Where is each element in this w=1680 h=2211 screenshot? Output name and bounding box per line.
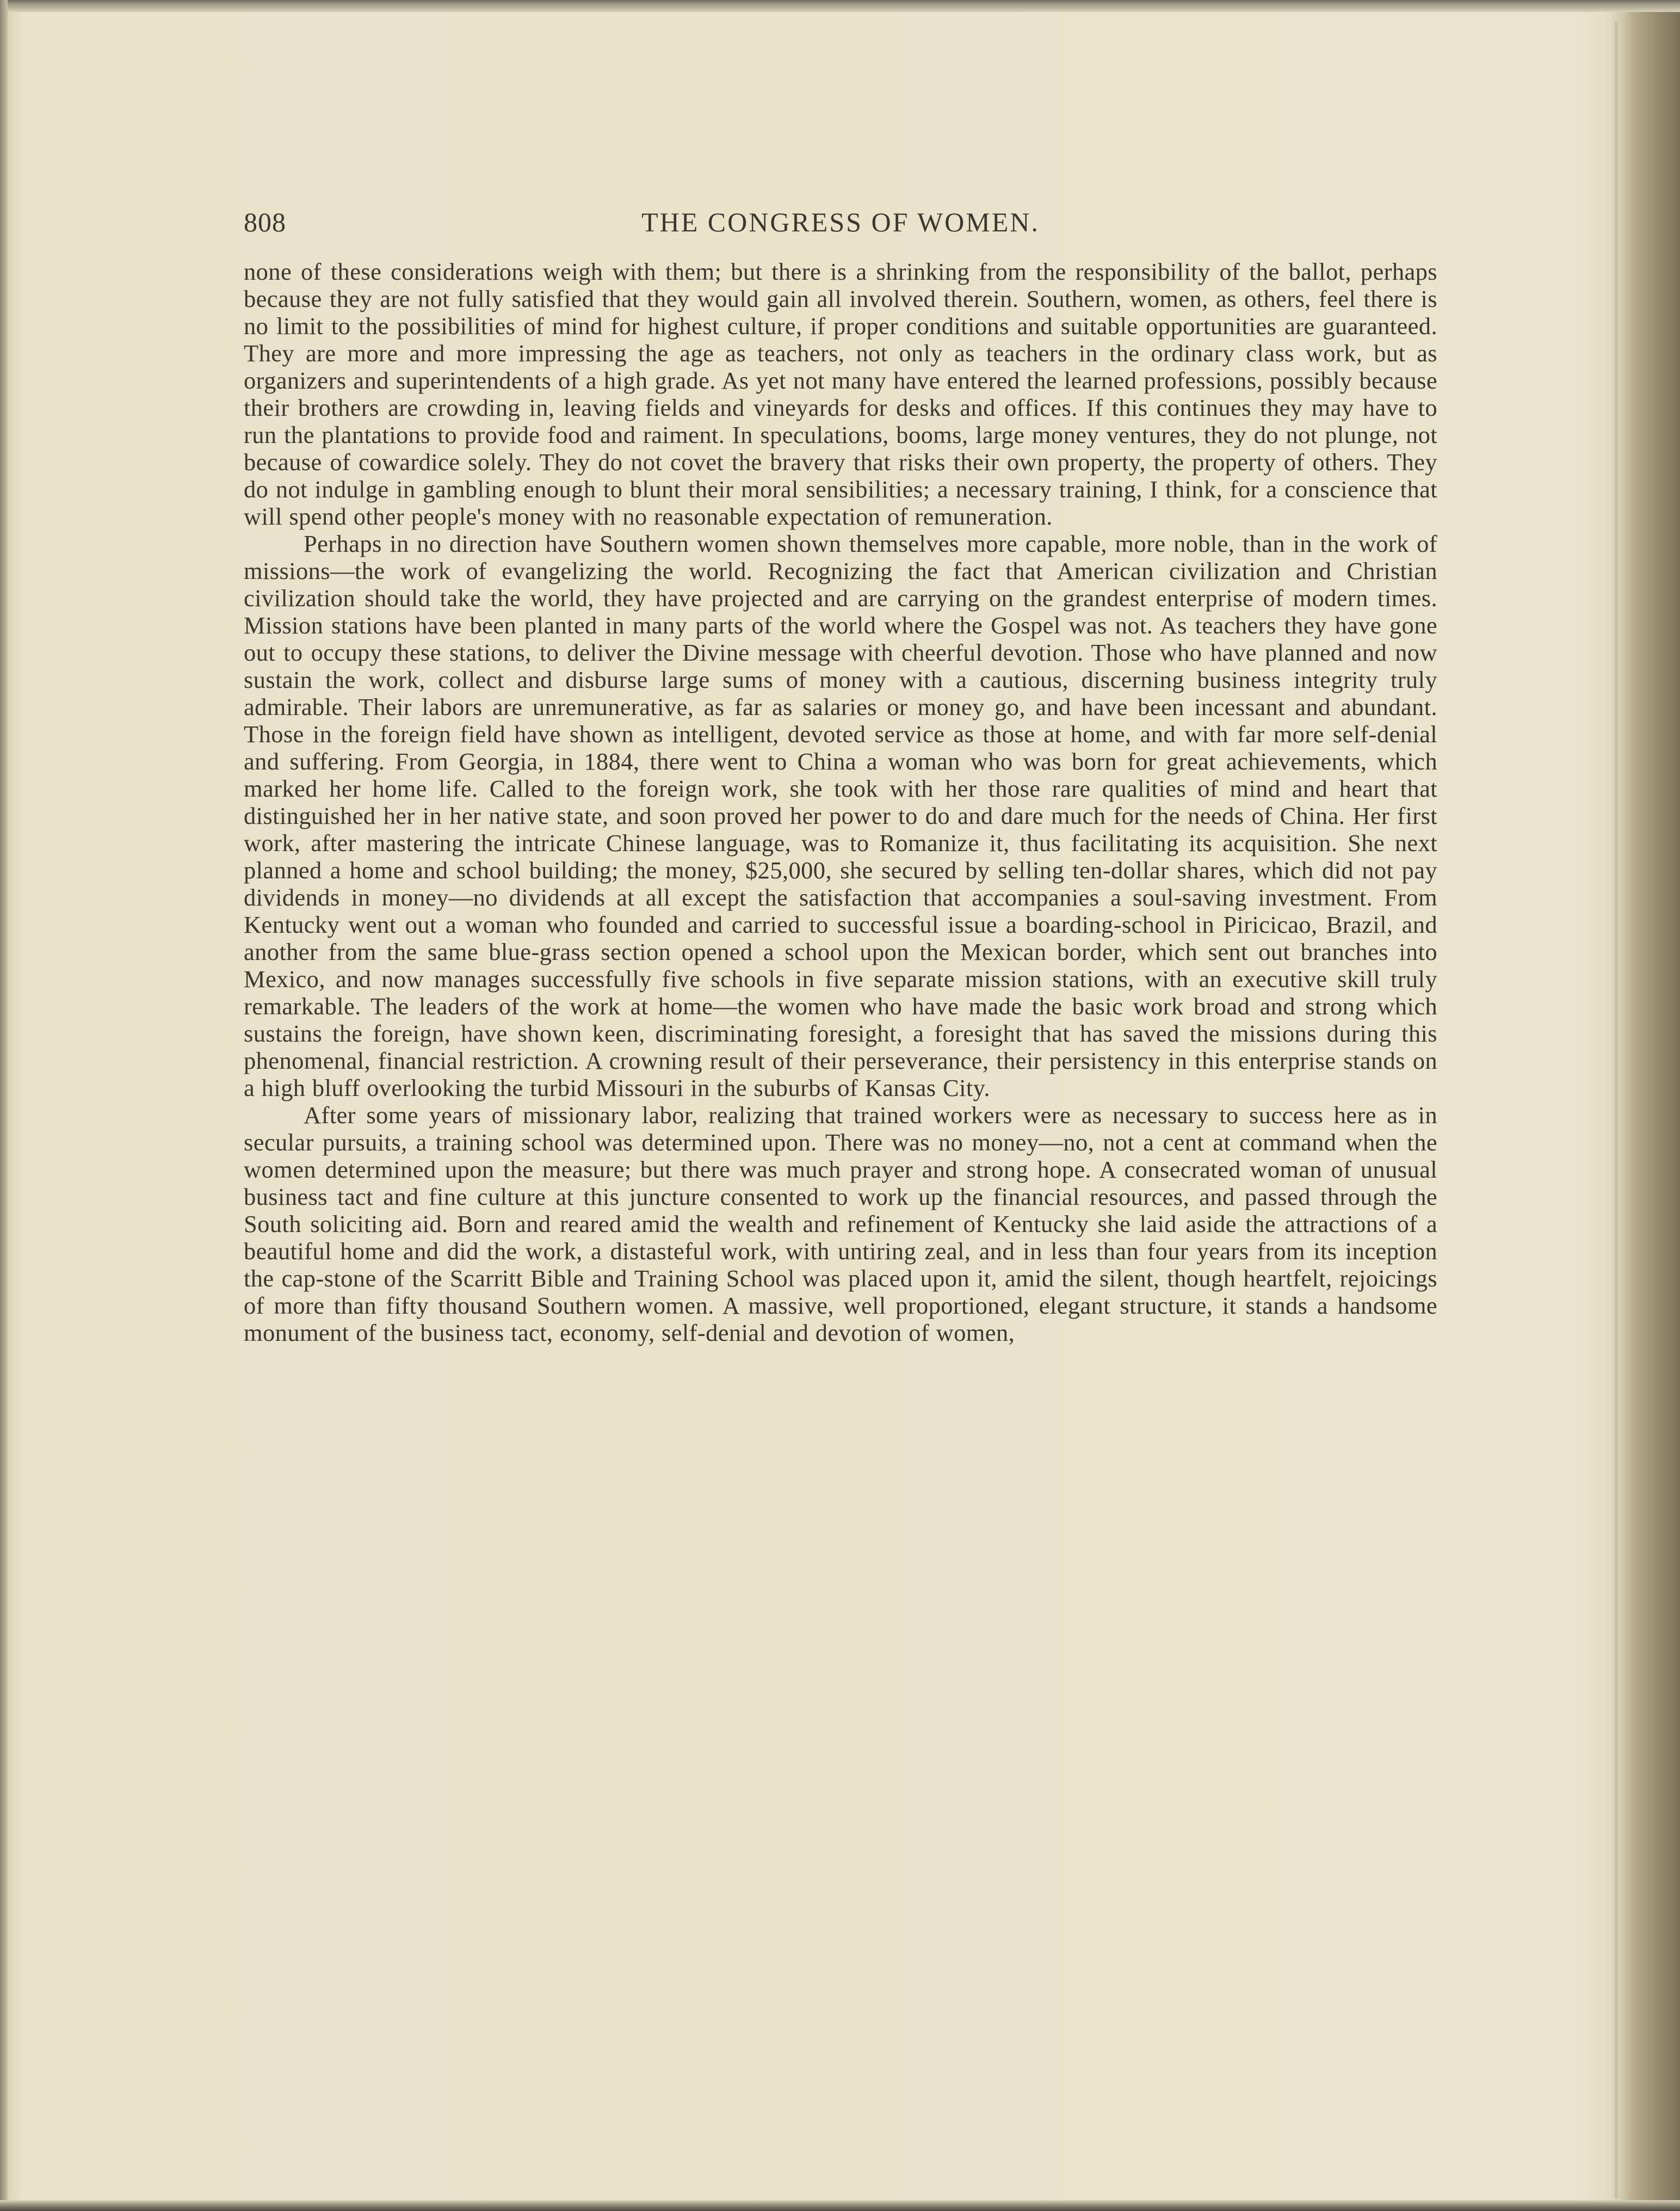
running-head	[244, 200, 1437, 244]
page-number: 808	[244, 207, 286, 237]
page-bottom-edge	[0, 2200, 1680, 2211]
page-top-edge	[0, 0, 1680, 12]
paragraph-2: Perhaps in no direction have Southern women shown themselves more capable, more noble, than in the work of missions—the work of evangelizing the world. Recognizing the fact that American civilization and Christian civilization should take the world, they have projected and are carrying on the grandest enterprise of modern times. Mission stations have been planted in many parts of the world where the Gospel was not. As teachers they have gone out to occupy these stations, to deliver the Divine message with cheerful devotion. Those who have planned and now sustain the work, collect and disburse large sums of money with a cautious, discerning business integrity truly admirable. Their labors are unremunerative, as far as salaries or money go, and have been incessant and abundant. Those in the foreign field have shown as intelligent, devoted service as those at home, and with far more self-denial and suffering. From Georgia, in 1884, there went to China a woman who was born for great achievements, which marked her home life. Called to the foreign work, she took with her those rare qualities of mind and heart that distinguished her in her native state, and soon proved her power to do and dare much for the needs of China. Her first work, after mastering the intricate Chinese language, was to Romanize it, thus facilitating its acquisition. She next planned a home and school building; the money, $25,000, she secured by selling ten-dollar shares, which did not pay dividends in money—no dividends at all except the satisfaction that accompanies a soul-saving investment. From Kentucky went out a woman who founded and carried to successful issue a boarding-school in Piricicao, Brazil, and another from the same blue-grass section opened a school upon the Mexican border, which sent out branches into Mexico, and now manages successfully five schools in five separate mission stations, with an executive skill truly remarkable. The leaders of the work at home—the women who have made the basic work broad and strong which sustains the foreign, have shown keen, discriminating foresight, a foresight that has saved the missions during this phenomenal, financial restriction. A crowning result of their perseverance, their persistency in this enterprise stands on a high bluff overlooking the turbid Missouri in the suburbs of Kansas City.	[244, 530, 1437, 1101]
body-text	[244, 258, 1437, 1346]
page-content	[244, 200, 1437, 1346]
book-gutter	[1615, 22, 1618, 2198]
paragraph-1: none of these considerations weigh with them; but there is a shrinking from the responsibility of the ballot, perhaps because they are not fully satisfied that they would gain all involved therein. Southern, women, as others, feel there is no limit to the possibilities of mind for highest culture, if proper conditions and suitable opportunities are guaranteed. They are more and more impressing the age as teachers, not only as teachers in the ordinary class work, but as organizers and superintendents of a high grade. As yet not many have entered the learned professions, possibly because their brothers are crowding in, leaving fields and vineyards for desks and offices. If this continues they may have to run the plantations to provide food and raiment. In speculations, booms, large money ventures, they do not plunge, not because of cowardice solely. They do not covet the bravery that risks their own property, the property of others. They do not indulge in gambling enough to blunt their moral sensibilities; a necessary training, I think, for a conscience that will spend other people's money with no reasonable expectation of remuneration.	[244, 258, 1437, 530]
paragraph-3: After some years of missionary labor, realizing that trained workers were as necessary to success here as in secular pursuits, a training school was determined upon. There was no money—no, not a cent at command when the women determined upon the measure; but there was much prayer and strong hope. A consecrated woman of unusual business tact and fine culture at this juncture consented to work up the financial resources, and passed through the South soliciting aid. Born and reared amid the wealth and refinement of Kentucky she laid aside the attractions of a beautiful home and did the work, a distasteful work, with untiring zeal, and in less than four years from its inception the cap-stone of the Scarritt Bible and Training School was placed upon it, amid the silent, though heartfelt, rejoicings of more than fifty thousand Southern women. A massive, well proportioned, elegant structure, it stands a handsome monument of the business tact, economy, self-denial and devotion of women,	[244, 1101, 1437, 1346]
page-left-edge	[0, 0, 8, 2211]
running-title: THE CONGRESS OF WOMEN.	[641, 207, 1040, 237]
